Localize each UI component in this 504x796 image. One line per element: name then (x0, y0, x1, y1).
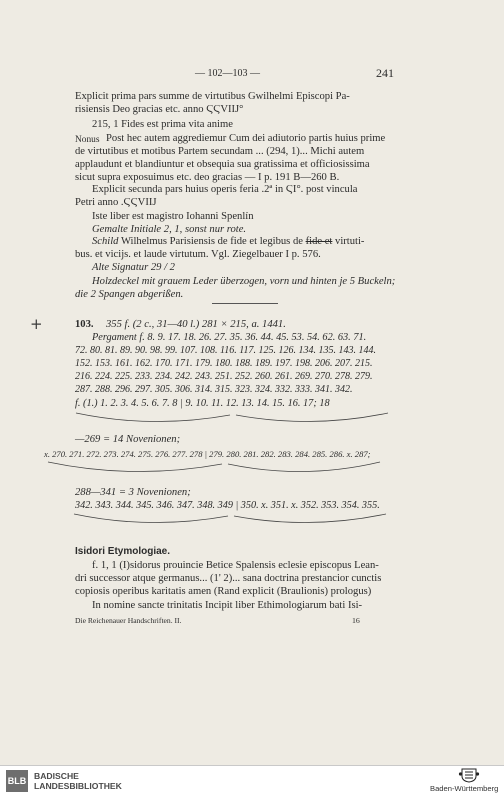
text-line: 152. 153. 161. 162. 170. 171. 179. 180. 188. 189. 197. 198. 206. 207. 215. (75, 358, 373, 369)
marginal-plus: + (30, 315, 43, 333)
entry-number: 103. (75, 319, 94, 330)
coat-of-arms-icon (458, 767, 480, 783)
text-line: dri successor atque germanus... (1' 2)... sana doctrina prestancior cunctis (75, 573, 382, 584)
text-line: 288—341 = 3 Novenionen; (75, 487, 191, 498)
text-line: Gemalte Initiale 2, 1, sonst nur rote. (92, 224, 247, 235)
text-line: applaudunt et blandiuntur et obsequia sua gratissima et officiosissima (75, 159, 370, 170)
text-line: 72. 80. 81. 89. 90. 98. 99. 107. 108. 116. 117. 125. 126. 134. 135. 143. 144. (75, 345, 377, 356)
text-line: 287. 288. 296. 297. 305. 306. 314. 315. 323. 324. 332. 333. 341. 342. (75, 384, 353, 395)
text-line: Alte Signatur 29 / 2 (92, 262, 175, 273)
text-line: 355 f. (2 c., 31—40 l.) 281 × 215, a. 1441. (106, 319, 286, 330)
footer-title: Die Reichenauer Handschriften. II. (75, 616, 182, 625)
text-line: Iste liber est magistro Iohanni Spenlín (92, 211, 254, 222)
text-line: x. 270. 271. 272. 273. 274. 275. 276. 277. 278 | 279. 280. 281. 282. 283. 284. 285. 286. x. 287; (44, 449, 371, 459)
text-line: —269 = 14 Novenionen; (75, 434, 181, 445)
text-line: 215, 1 Fides est prima vita anime (92, 119, 233, 130)
section-heading: Isidori Etymologiae. (75, 546, 171, 557)
signature-mark: 16 (352, 616, 360, 625)
text-line: 342. 343. 344. 345. 346. 347. 348. 349 | 350. x. 351. x. 352. 353. 354. 355. (75, 500, 380, 511)
section-divider (212, 303, 278, 304)
library-name-line1: BADISCHE (34, 771, 79, 781)
text-line: Holzdeckel mit grauem Leder überzogen, vorn und hinten je 5 Buckeln; (92, 276, 396, 287)
gathering-bracket (70, 510, 390, 532)
text-line: f. (1.) 1. 2. 3. 4. 5. 6. 7. 8 | 9. 10. 11. 12. 13. 14. 15. 16. 17; 18 (75, 398, 330, 409)
text-line: Pergament f. 8. 9. 17. 18. 26. 27. 35. 36. 44. 45. 53. 54. 62. 63. 71. (92, 332, 367, 343)
text-line: risiensis Deo gracias etc. anno ϚϚVIIJ° (75, 104, 244, 115)
schild-text: Wilhelmus Parisiensis de fide et legibus de (120, 236, 303, 247)
text-line: Explicit secunda pars huius operis feria .2ª in ϚI°. post vincula (92, 184, 358, 195)
text-line: 216. 224. 225. 233. 234. 242. 243. 251. 252. 260. 261. 269. 270. 278. 279. (75, 371, 373, 382)
region-name: Baden-Württemberg (430, 784, 499, 793)
text-line: Petri anno .ϚϚVIIJ (75, 197, 157, 208)
text-line: copiosis operibus karitatis amen (Rand explicit (Braulionis) prologus) (75, 586, 372, 597)
gathering-bracket (44, 458, 384, 482)
text-line: Explicit prima pars summe de virtutibus Gwilhelmi Episcopi Pa- (75, 91, 350, 102)
library-name-line2: LANDESBIBLIOTHEK (34, 781, 122, 791)
viewer-footer-bar (0, 765, 504, 796)
margin-note-nonus: Nonus (75, 135, 100, 145)
schild-text-end: virtuti- (335, 236, 365, 247)
library-logo[interactable]: BLB (6, 770, 28, 792)
text-line: bus. et vicijs. et laude virtutum. Vgl. Ziegelbauer I p. 576. (75, 249, 321, 260)
text-line: In nomine sancte trinitatis Incipit liber Ethimologiarum bati Isi- (92, 600, 363, 611)
schild-label: Schild (92, 236, 119, 247)
text-line: f. 1, 1 (I)sidorus prouincie Betice Spalensis eclesie episcopus Lean- (92, 560, 379, 571)
gathering-bracket (72, 409, 392, 431)
running-header: — 102—103 — (195, 68, 260, 79)
text-line: die 2 Spangen abgerißen. (75, 289, 184, 300)
schild-line (92, 236, 364, 248)
struck-text: fide et (305, 236, 333, 247)
text-line: Post hec autem aggrediemur Cum dei adiutorio partis huius prime (106, 133, 386, 144)
text-line: de virtutibus et motibus Partem secundam ... (294, 1)... Michi autem (75, 146, 365, 157)
library-name[interactable] (34, 771, 122, 791)
text-line: sicut supra exposuimus etc. deo gracias — I p. 191 B—260 B. (75, 172, 340, 183)
page-number: 241 (376, 66, 394, 80)
